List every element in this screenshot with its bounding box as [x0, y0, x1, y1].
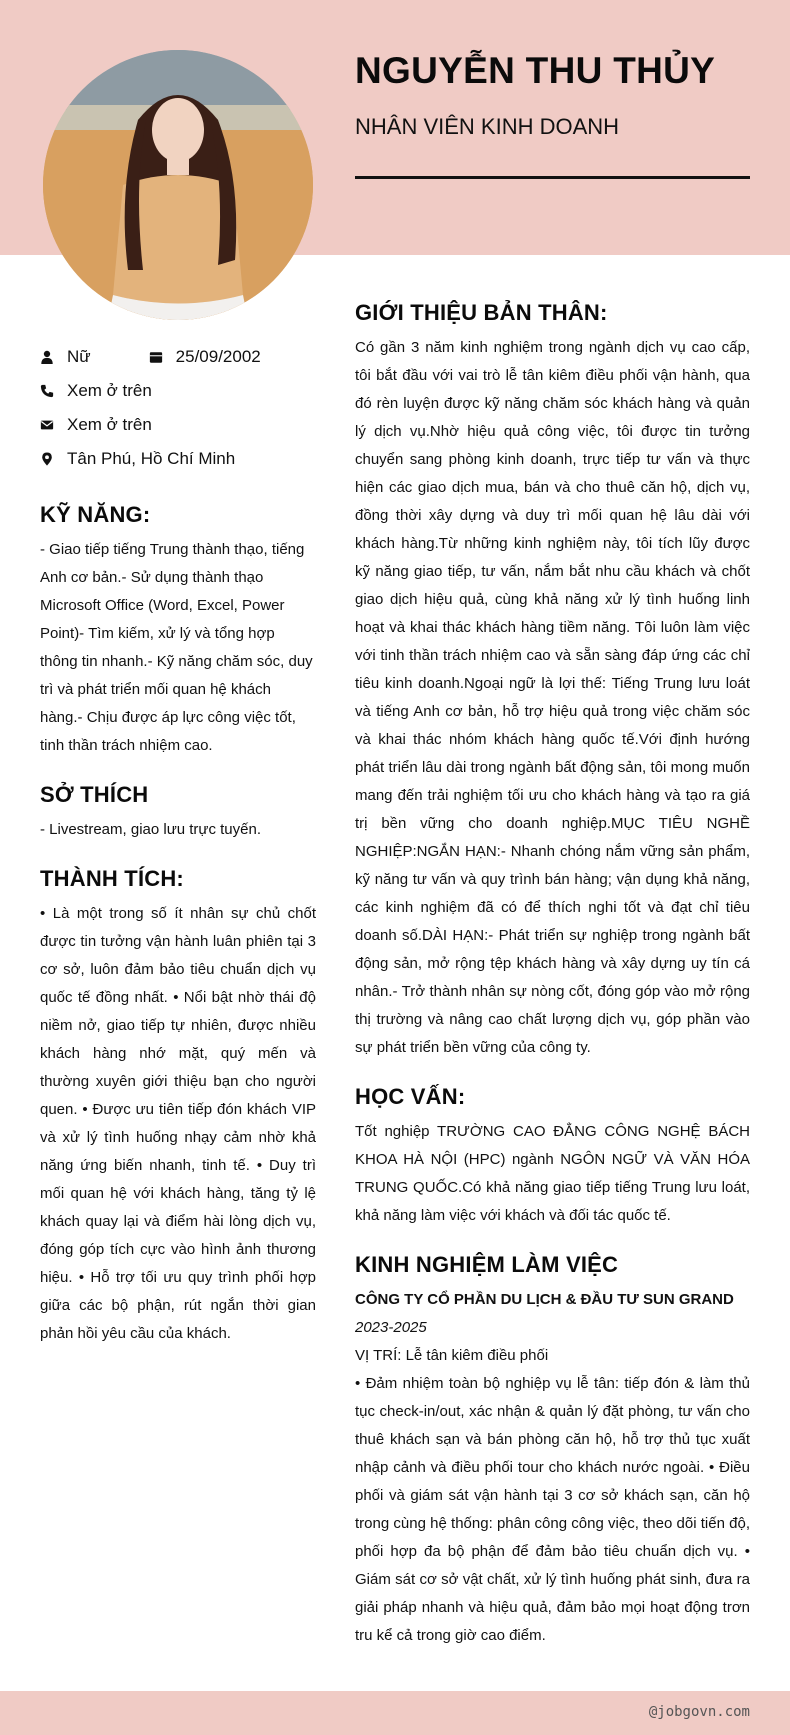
header-divider	[355, 176, 750, 179]
email-text: Xem ở trên	[67, 415, 152, 434]
calendar-icon	[149, 349, 163, 365]
education-text: Tốt nghiệp TRƯỜNG CAO ĐẲNG CÔNG NGHỆ BÁCH KHOA HÀ NỘI (HPC) ngành NGÔN NGỮ VÀ VĂN HÓA TRUNG QUỐC.Có khả năng giao tiếp tiếng Trung lưu loát, khả năng làm việc với khách và đối tác quốc tế.	[355, 1123, 750, 1224]
experience-position: VỊ TRÍ: Lễ tân kiêm điều phối	[355, 1347, 549, 1364]
email-row	[40, 408, 316, 442]
birthdate-text: 25/09/2002	[175, 347, 261, 366]
address-row	[40, 442, 316, 476]
phone-text: Xem ở trên	[67, 381, 152, 400]
about-text: Có gần 3 năm kinh nghiệm trong ngành dịch vụ cao cấp, tôi bắt đầu với vai trò lễ tân kiêm điều phối vận hành, qua đó rèn luyện được kỹ năng chăm sóc khách hàng và quản lý dịch vụ.Nhờ hiệu quả công việc, tôi được tin tưởng chuyển sang phòng kinh doanh, trực tiếp tư vấn và thực hiện các giao dịch mua, bán và cho thuê căn hộ, dịch vụ, đồng thời xây dựng và duy trì mối quan hệ lâu dài với khách hàng.Từ những kinh nghiệm này, tôi tích lũy được kỹ năng giao tiếp, tư vấn, nắm bắt nhu cầu khách và chốt giao dịch hiệu quả, cùng khả năng xử lý tình huống linh hoạt và khai thác khách hàng tiềm năng. Tôi luôn làm việc với tinh thần trách nhiệm cao và sẵn sàng đáp ứng các chỉ tiêu kinh doanh.Ngoại ngữ là lợi thế: Tiếng Trung lưu loát và tiếng Anh cơ bản, hỗ trợ hiệu quả trong việc chăm sóc và khai thác nhóm khách hàng quốc tế.Với định hướng phát triển lâu dài trong ngành bất động sản, tôi mong muốn mang đến trải nghiệm tối ưu cho khách hàng và tạo ra giá trị bền vững cho doanh nghiệp.MỤC TIÊU NGHỀ NGHIỆP:NGẮN HẠN:- Nhanh chóng nắm vững sản phẩm, kỹ năng tư vấn và quy trình bán hàng; vận dụng khả năng, các kinh nghiệm đã có để thích nghi tốt và đạt chỉ tiêu doanh số.DÀI HẠN:- Phát triển sự nghiệp trong ngành bất động sản, mở rộng tệp khách hàng và xây dựng uy tín cá nhân.- Trở thành nhân sự nòng cốt, đóng góp vào mở rộng thị trường và nâng cao chất lượng dịch vụ, góp phần vào sự phát triển bền vững của công ty.	[355, 339, 750, 1056]
candidate-role: NHÂN VIÊN KINH DOANH	[355, 114, 620, 139]
hobbies-text: - Livestream, giao lưu trực tuyến.	[40, 821, 262, 838]
footer-watermark: @jobgovn.com	[648, 1704, 750, 1720]
gender-text: Nữ	[67, 347, 91, 366]
portrait-illustration	[43, 50, 313, 320]
achievements-text: • Là một trong số ít nhân sự chủ chốt được tin tưởng vận hành luân phiên tại 3 cơ sở, luôn đảm bảo tiêu chuẩn dịch vụ quốc tế đồng nhất. • Nổi bật nhờ thái độ niềm nở, giao tiếp tự nhiên, được nhiều khách hàng nhớ mặt, quý mến và thường xuyên giới thiệu bạn cho người quen. • Được ưu tiên tiếp đón khách VIP và xử lý tình huống nhạy cảm nhờ khả năng ứng biến nhanh, tinh tế. • Duy trì mối quan hệ với khách hàng, tăng tỷ lệ khách quay lại và điểm hài lòng dịch vụ, đóng góp tích cực vào hình ảnh thương hiệu. • Hỗ trợ tối ưu quy trình phối hợp giữa các bộ phận, rút ngắn thời gian phản hồi yêu cầu của khách.	[40, 905, 316, 1342]
education-title: HỌC VẤN:	[355, 1084, 466, 1109]
address-text: Tân Phú, Hồ Chí Minh	[67, 449, 236, 468]
experience-text: • Đảm nhiệm toàn bộ nghiệp vụ lễ tân: tiếp đón & làm thủ tục check-in/out, xác nhận & quản lý đặt phòng, tư vấn cho thuê khách sạn và bán phòng căn hộ, hỗ trợ thủ tục xuất nhập cảnh và điều phối tour cho khách nước ngoài. • Điều phối và giám sát vận hành tại 3 cơ sở khách sạn, căn hộ trong cùng hệ thống: phân công công việc, theo dõi tiến độ, phối hợp đa bộ phận để đảm bảo tiêu chuẩn dịch vụ. • Giám sát cơ sở vật chất, xử lý tình huống phát sinh, đưa ra giải pháp nhanh và hiệu quả, đảm bảo mọi hoạt động trơn tru kể cả trong giờ cao điểm.	[355, 1375, 750, 1644]
right-column	[355, 300, 750, 1650]
skills-title: KỸ NĂNG:	[40, 502, 151, 527]
person-icon	[40, 349, 54, 365]
candidate-name: NGUYỄN THU THỦY	[355, 50, 716, 91]
gender-birthdate-row	[40, 340, 316, 374]
about-title: GIỚI THIỆU BẢN THÂN:	[355, 300, 608, 325]
location-icon	[40, 451, 54, 467]
achievements-title: THÀNH TÍCH:	[40, 866, 184, 891]
experience-period: 2023-2025	[355, 1319, 427, 1336]
profile-photo	[43, 50, 313, 320]
skills-text: - Giao tiếp tiếng Trung thành thạo, tiếng Anh cơ bản.- Sử dụng thành thạo Microsoft Office (Word, Excel, Power Point)- Tìm kiếm, xử lý và tổng hợp thông tin nhanh.- Kỹ năng chăm sóc, duy trì và phát triển mối quan hệ khách hàng.- Chịu được áp lực công việc tốt, tinh thần trách nhiệm cao.	[40, 541, 313, 754]
left-column	[40, 340, 316, 1348]
experience-title: KINH NGHIỆM LÀM VIỆC	[355, 1252, 619, 1277]
birthdate-item	[149, 347, 261, 367]
phone-icon	[40, 383, 54, 399]
experience-company: CÔNG TY CỔ PHẦN DU LỊCH & ĐẦU TƯ SUN GRAND	[355, 1291, 734, 1308]
gender-item	[40, 347, 91, 367]
phone-row	[40, 374, 316, 408]
mail-icon	[40, 417, 54, 433]
hobbies-title: SỞ THÍCH	[40, 782, 149, 807]
